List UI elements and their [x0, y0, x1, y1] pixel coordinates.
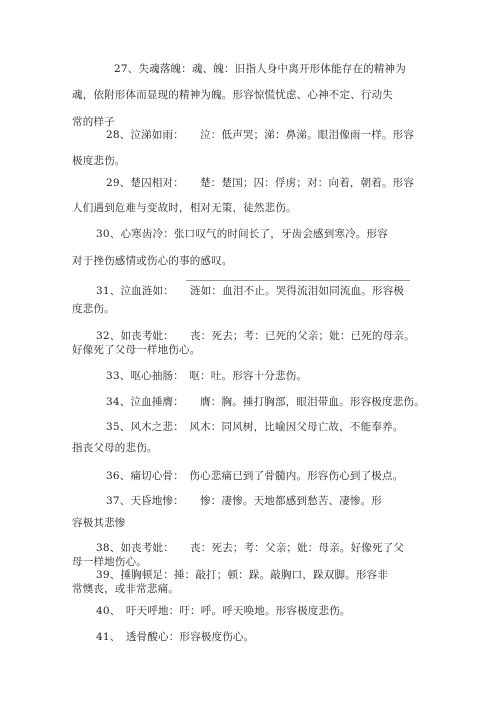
- text-line-37a: 37、天昏地惨： 惨：凄惨。天地都感到愁苦、凄惨。形: [106, 495, 383, 507]
- text-line-41: 41、 透骨酸心：形容极度伤心。: [96, 631, 255, 643]
- text-line-35a: 35、风木之悲： 风木：同风树，比喻因父母亡故，不能奉养。: [106, 421, 404, 433]
- text-line-27a: 27、失魂落魄：魂、魄：旧指人身中离开形体能存在的精神为: [114, 63, 406, 75]
- text-line-27c: 常的样子: [72, 116, 115, 128]
- text-line-27b: 魂，依附形体而显现的精神为魄。形容惊慌忧虑、心神不定、行动失: [72, 89, 393, 101]
- text-line-39b: 常懊丧，或非常悲痛。: [72, 583, 179, 595]
- text-line-31a: 31、泣血涟如： 涟如：血泪不止。哭得流泪如同流血。形容极: [96, 285, 405, 297]
- text-line-38b: 母一样地伤心。: [72, 556, 147, 568]
- text-line-33: 33、呕心抽肠： 呕：吐。形容十分悲伤。: [106, 370, 308, 382]
- text-line-32b: 好像死了父母一样地伤心。: [72, 344, 201, 356]
- horizontal-divider: [186, 280, 410, 281]
- text-line-40: 40、 吁天呼地：吁：呼。呼天唤地。形容极度悲伤。: [96, 605, 351, 617]
- text-line-37b: 容极其悲惨: [72, 517, 126, 529]
- text-line-32a: 32、如丧考妣： 丧：死去；考：已死的父亲；妣：已死的母亲。: [96, 330, 415, 342]
- text-line-30a: 30、心寒齿冷：张口叹气的时间长了，牙齿会感到寒冷。形容: [96, 228, 388, 240]
- text-line-38a: 38、如丧考妣： 丧：死去；考：父亲；妣：母亲。好像死了父: [96, 542, 405, 554]
- text-line-28b: 极度悲伤。: [72, 155, 126, 167]
- text-line-36: 36、痛切心骨： 伤心悲痛已到了骨髓内。形容伤心到了极点。: [106, 470, 404, 482]
- text-line-29a: 29、楚囚相对： 楚：楚国；囚：俘虏；对：向着，朝着。形容: [106, 177, 415, 189]
- text-line-29b: 人们遇到危难与变故时，相对无策，徒然悲伤。: [72, 202, 297, 214]
- text-line-28a: 28、泣涕如雨： 泣：低声哭；涕：鼻涕。眼泪像雨一样。形容: [106, 129, 415, 141]
- text-line-30b: 对于挫伤感情或伤心的事的感叹。: [72, 255, 233, 267]
- text-line-34: 34、泣血捶膺： 膺：胸。捶打胸部，眼泪带血。形容极度悲伤。: [106, 396, 425, 408]
- text-line-31b: 度悲伤。: [72, 303, 115, 315]
- text-line-35b: 指丧父母的悲伤。: [72, 442, 158, 454]
- text-line-39a: 39、捶胸顿足：捶：敲打；顿：跺。敲胸口，跺双脚。形容非: [96, 569, 388, 581]
